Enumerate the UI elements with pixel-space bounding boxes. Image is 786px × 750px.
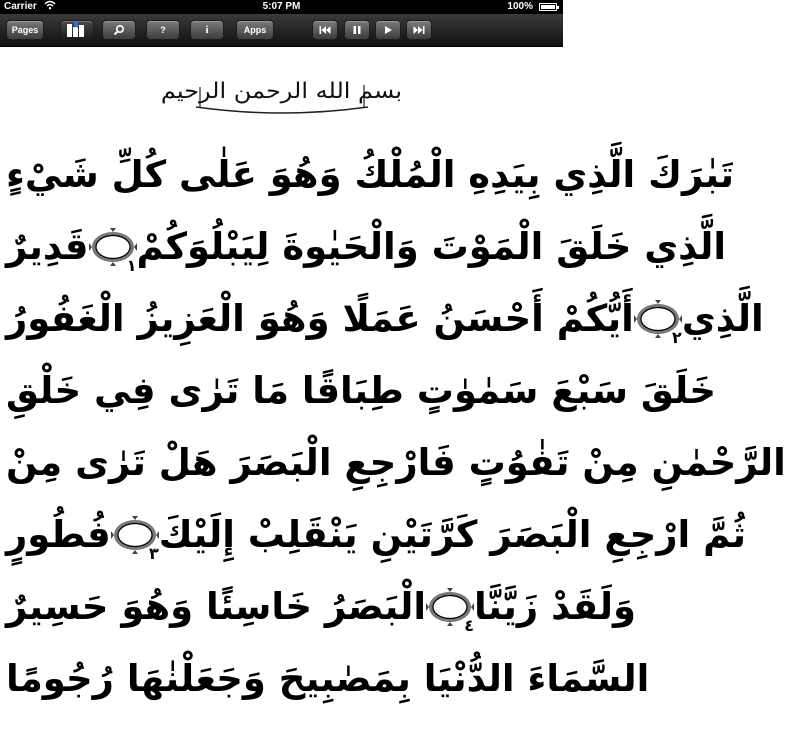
skip-back-icon bbox=[319, 25, 331, 35]
ayah-text[interactable]: السَّمَاءَ الدُّنْيَا بِمَصٰبِيحَ وَجَعَلْنٰهَا رُجُومًا bbox=[6, 657, 650, 700]
toolbar bbox=[0, 14, 563, 47]
skip-back-button[interactable] bbox=[312, 20, 338, 40]
ayah-number-marker[interactable] bbox=[111, 515, 159, 563]
ayah-text[interactable]: ثُمَّ ارْجِعِ الْبَصَرَ كَرَّتَيْنِ يَنْقَلِبْ إِلَيْكَ bbox=[158, 513, 747, 556]
pause-button[interactable] bbox=[344, 20, 370, 40]
search-button[interactable] bbox=[102, 20, 136, 40]
battery-icon bbox=[539, 3, 557, 11]
bookmarks-icon bbox=[65, 22, 89, 38]
help-button-label: ? bbox=[160, 24, 166, 35]
verse-line[interactable] bbox=[6, 217, 727, 277]
ayah-text[interactable]: قَدِيرٌ bbox=[6, 225, 89, 268]
verse-line[interactable] bbox=[6, 145, 735, 205]
battery-percentage: 100% bbox=[507, 1, 533, 12]
pages-button-label: Pages bbox=[11, 24, 39, 35]
ayah-number-marker[interactable] bbox=[426, 587, 475, 635]
ayah-text[interactable]: الَّذِي bbox=[681, 297, 764, 340]
status-bar bbox=[0, 0, 563, 14]
info-button-label: i bbox=[205, 23, 209, 36]
skip-forward-icon bbox=[413, 25, 425, 35]
verse-line[interactable] bbox=[6, 577, 636, 637]
ayah-number: ٤ bbox=[464, 616, 475, 635]
info-button[interactable] bbox=[190, 20, 224, 40]
clock: 5:07 PM bbox=[262, 1, 301, 12]
ayah-number-marker[interactable] bbox=[89, 227, 137, 275]
ayah-text[interactable]: أَيُّكُمْ أَحْسَنُ عَمَلًا وَهُوَ الْعَزِيزُ الْغَفُورُ bbox=[6, 297, 634, 340]
ayah-number: ١ bbox=[126, 256, 137, 275]
carrier-label: Carrier bbox=[4, 1, 37, 12]
search-icon bbox=[113, 24, 125, 36]
apps-button-label: Apps bbox=[243, 24, 267, 35]
verse-line[interactable] bbox=[6, 433, 786, 493]
mushaf-page[interactable] bbox=[0, 47, 786, 750]
bookmarks-button[interactable] bbox=[60, 20, 94, 40]
skip-forward-button[interactable] bbox=[406, 20, 432, 40]
verse-line[interactable] bbox=[6, 289, 764, 349]
pages-button[interactable] bbox=[6, 20, 44, 40]
verse-line[interactable] bbox=[6, 505, 747, 565]
ayah-text[interactable]: فُطُورٍ bbox=[6, 513, 111, 556]
ayah-text[interactable]: الْبَصَرُ خَاسِئًا وَهُوَ حَسِيرٌ bbox=[6, 585, 427, 628]
play-button[interactable] bbox=[375, 20, 401, 40]
ayah-text[interactable]: خَلَقَ سَبْعَ سَمٰوٰتٍ طِبَاقًا مَا تَرٰى فِي خَلْقِ bbox=[6, 369, 716, 412]
ayah-number-marker[interactable] bbox=[634, 299, 682, 347]
ayah-number: ٢ bbox=[672, 328, 682, 347]
verse-line[interactable] bbox=[6, 649, 650, 709]
play-icon bbox=[383, 25, 393, 35]
basmala: بسم الله الرحمن الرحيم bbox=[160, 78, 403, 104]
ayah-text[interactable]: تَبٰرَكَ الَّذِي بِيَدِهِ الْمُلْكُ وَهُوَ عَلٰى كُلِّ شَيْءٍ bbox=[6, 153, 735, 196]
ayah-text[interactable]: وَلَقَدْ زَيَّنَّا bbox=[474, 585, 636, 628]
verse-line[interactable] bbox=[6, 361, 716, 421]
apps-button[interactable] bbox=[236, 20, 274, 40]
ayah-number: ٣ bbox=[149, 544, 159, 563]
ayah-text[interactable]: الَّذِي خَلَقَ الْمَوْتَ وَالْحَيٰوةَ لِيَبْلُوَكُمْ bbox=[136, 225, 727, 268]
help-button[interactable] bbox=[146, 20, 180, 40]
ayah-text[interactable]: الرَّحْمٰنِ مِنْ تَفٰوُتٍ فَارْجِعِ الْبَصَرَ هَلْ تَرٰى مِنْ bbox=[6, 441, 786, 484]
pause-icon bbox=[352, 25, 362, 35]
